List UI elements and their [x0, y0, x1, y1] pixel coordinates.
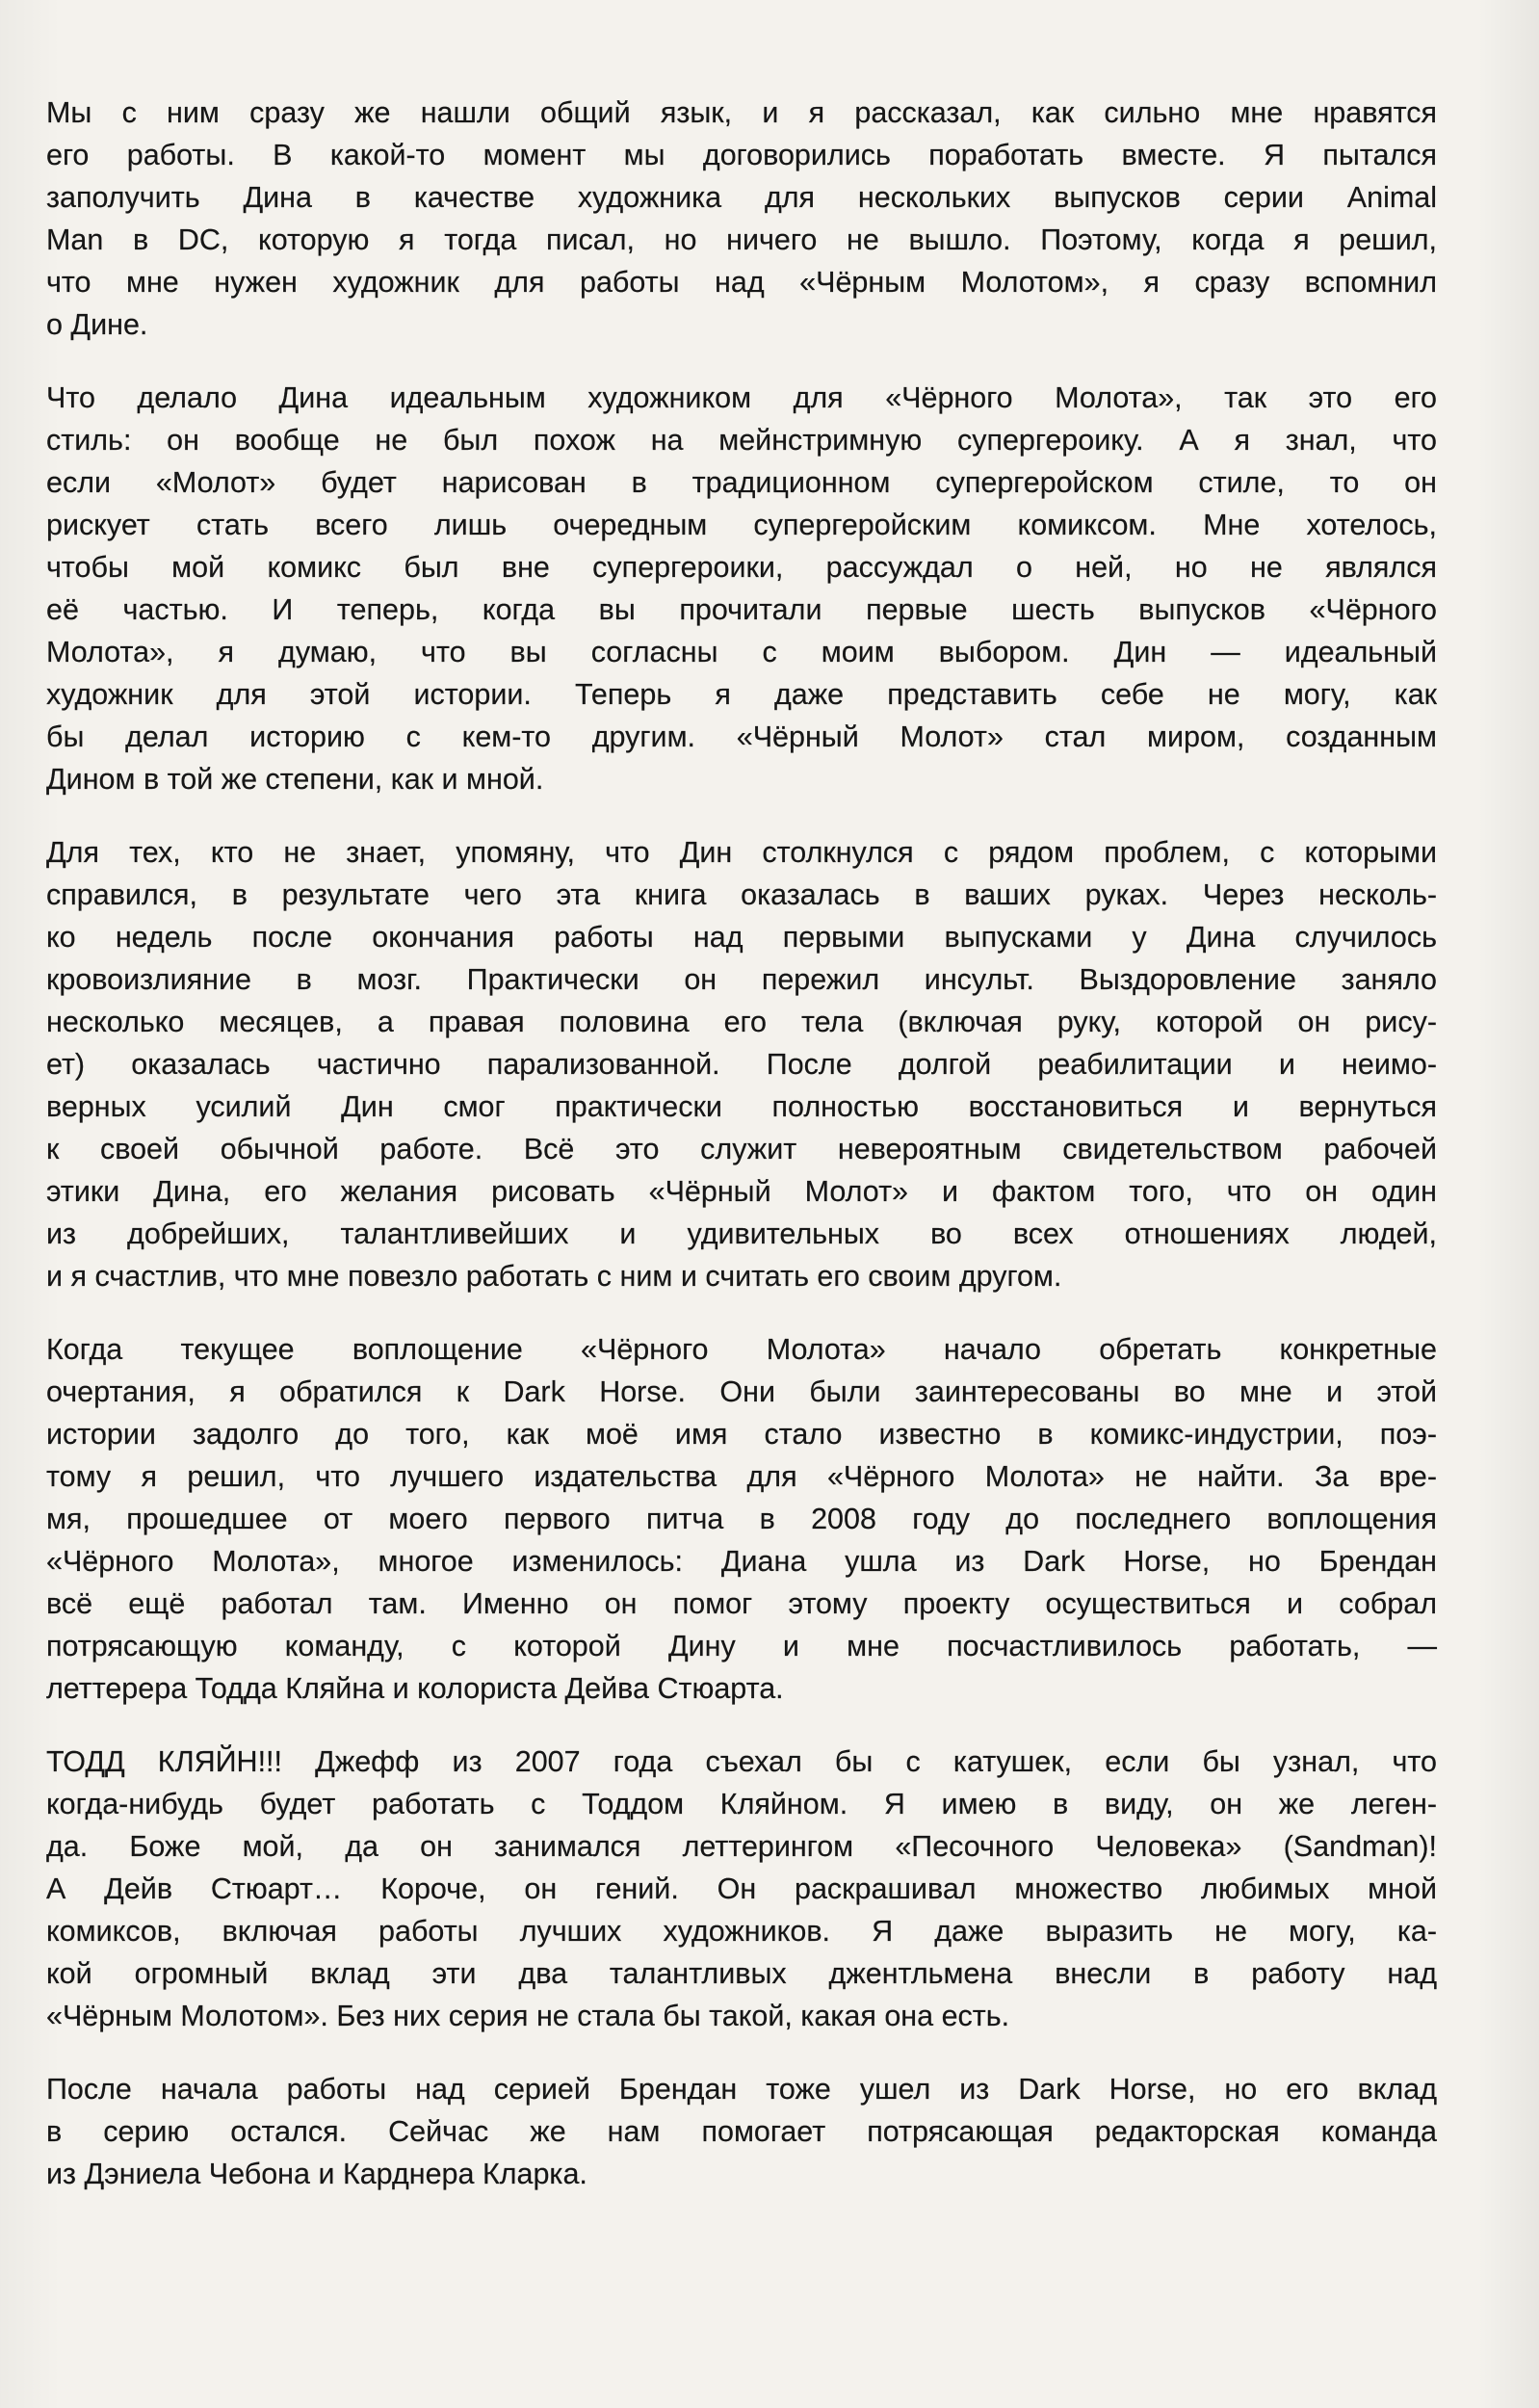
text-line: ко недель после окончания работы над первыми выпусками у Дина случилось — [46, 921, 1437, 954]
text-line: её частью. И теперь, когда вы прочитали первые шесть выпусков «Чёрного — [46, 593, 1437, 626]
text-line: верных усилий Дин смог практически полностью восстановиться и вернуться — [46, 1090, 1437, 1123]
text-line: ТОДД КЛЯЙН!!! Джефф из 2007 года съехал бы с катушек, если бы узнал, что — [46, 1745, 1437, 1778]
text-line: рискует стать всего лишь очередным супергеройским комиксом. Мне хотелось, — [46, 509, 1437, 541]
text-line: к своей обычной работе. Всё это служит невероятным свидетельством рабочей — [46, 1133, 1437, 1165]
text-line: чтобы мой комикс был вне супергероики, рассуждал о ней, но не являлся — [46, 551, 1437, 584]
text-line: в серию остался. Сейчас же нам помогает потрясающая редакторская команда — [46, 2115, 1437, 2148]
text-column — [46, 92, 1437, 2226]
text-line: леттерера Тодда Кляйна и колориста Дейва Стюарта. — [46, 1672, 784, 1705]
text-line: что мне нужен художник для работы над «Чёрным Молотом», я сразу вспомнил — [46, 266, 1437, 299]
text-line: Что делало Дина идеальным художником для «Чёрного Молота», так это его — [46, 381, 1437, 414]
text-line: этики Дина, его желания рисовать «Чёрный Молот» и фактом того, что он один — [46, 1175, 1437, 1208]
text-line: из добрейших, талантливейших и удивительных во всех отношениях людей, — [46, 1217, 1437, 1250]
text-line: художник для этой истории. Теперь я даже представить себе не могу, как — [46, 678, 1437, 711]
text-line: очертания, я обратился к Dark Horse. Они были заинтересованы во мне и этой — [46, 1375, 1437, 1408]
text-line: кой огромный вклад эти два талантливых джентльмена внесли в работу над — [46, 1957, 1437, 1990]
paragraph-5 — [46, 1741, 1437, 2037]
text-line: «Чёрным Молотом». Без них серия не стала бы такой, какая она есть. — [46, 2000, 1010, 2032]
text-line: бы делал историю с кем-то другим. «Чёрный Молот» стал миром, созданным — [46, 720, 1437, 753]
text-line: если «Молот» будет нарисован в традиционном супергеройском стиле, то он — [46, 466, 1437, 499]
paragraph-4 — [46, 1328, 1437, 1710]
text-line: Мы с ним сразу же нашли общий язык, и я рассказал, как сильно мне нравятся — [46, 96, 1437, 129]
text-line: да. Боже мой, да он занимался леттерингом «Песочного Человека» (Sandman)! — [46, 1830, 1437, 1863]
text-line: Молота», я думаю, что вы согласны с моим выбором. Дин — идеальный — [46, 636, 1437, 668]
text-line: потрясающую команду, с которой Дину и мне посчастливилось работать, — — [46, 1630, 1437, 1662]
text-line: комиксов, включая работы лучших художников. Я даже выразить не могу, ка- — [46, 1915, 1437, 1948]
text-line: Man в DC, которую я тогда писал, но ничего не вышло. Поэтому, когда я решил, — [46, 223, 1437, 256]
text-line: заполучить Дина в качестве художника для нескольких выпусков серии Animal — [46, 181, 1437, 214]
paragraph-1 — [46, 92, 1437, 346]
text-line: ет) оказалась частично парализованной. После долгой реабилитации и неимо- — [46, 1048, 1437, 1081]
text-line: стиль: он вообще не был похож на мейнстримную супергероику. А я знал, что — [46, 424, 1437, 457]
text-line: «Чёрного Молота», многое изменилось: Диана ушла из Dark Horse, но Брендан — [46, 1545, 1437, 1578]
text-line: справился, в результате чего эта книга оказалась в ваших руках. Через несколь- — [46, 878, 1437, 911]
text-line: мя, прошедшее от моего первого питча в 2008 году до последнего воплощения — [46, 1503, 1437, 1535]
text-line: Дином в той же степени, как и мной. — [46, 763, 544, 796]
text-line: и я счастлив, что мне повезло работать с ним и считать его своим другом. — [46, 1260, 1062, 1293]
paragraph-3 — [46, 831, 1437, 1297]
text-line: А Дейв Стюарт… Короче, он гений. Он раскрашивал множество любимых мной — [46, 1872, 1437, 1905]
text-line: его работы. В какой-то момент мы договорились поработать вместе. Я пытался — [46, 139, 1437, 171]
paragraph-2 — [46, 377, 1437, 800]
text-line: из Дэниела Чебона и Карднера Кларка. — [46, 2158, 587, 2190]
text-line: кровоизлияние в мозг. Практически он пережил инсульт. Выздоровление заняло — [46, 963, 1437, 996]
text-line: когда-нибудь будет работать с Тоддом Кляйном. Я имею в виду, он же леген- — [46, 1788, 1437, 1820]
text-line: После начала работы над серией Брендан тоже ушел из Dark Horse, но его вклад — [46, 2073, 1437, 2106]
text-line: тому я решил, что лучшего издательства для «Чёрного Молота» не найти. За вре- — [46, 1460, 1437, 1493]
text-line: истории задолго до того, как моё имя стало известно в комикс-индустрии, поэ- — [46, 1418, 1437, 1451]
text-line: несколько месяцев, а правая половина его тела (включая руку, которой он рису- — [46, 1006, 1437, 1038]
paragraph-6 — [46, 2068, 1437, 2195]
text-line: всё ещё работал там. Именно он помог этому проекту осуществиться и собрал — [46, 1587, 1437, 1620]
text-line: о Дине. — [46, 308, 148, 341]
text-line: Когда текущее воплощение «Чёрного Молота» начало обретать конкретные — [46, 1333, 1437, 1366]
text-line: Для тех, кто не знает, упомяну, что Дин столкнулся с рядом проблем, с которыми — [46, 836, 1437, 869]
